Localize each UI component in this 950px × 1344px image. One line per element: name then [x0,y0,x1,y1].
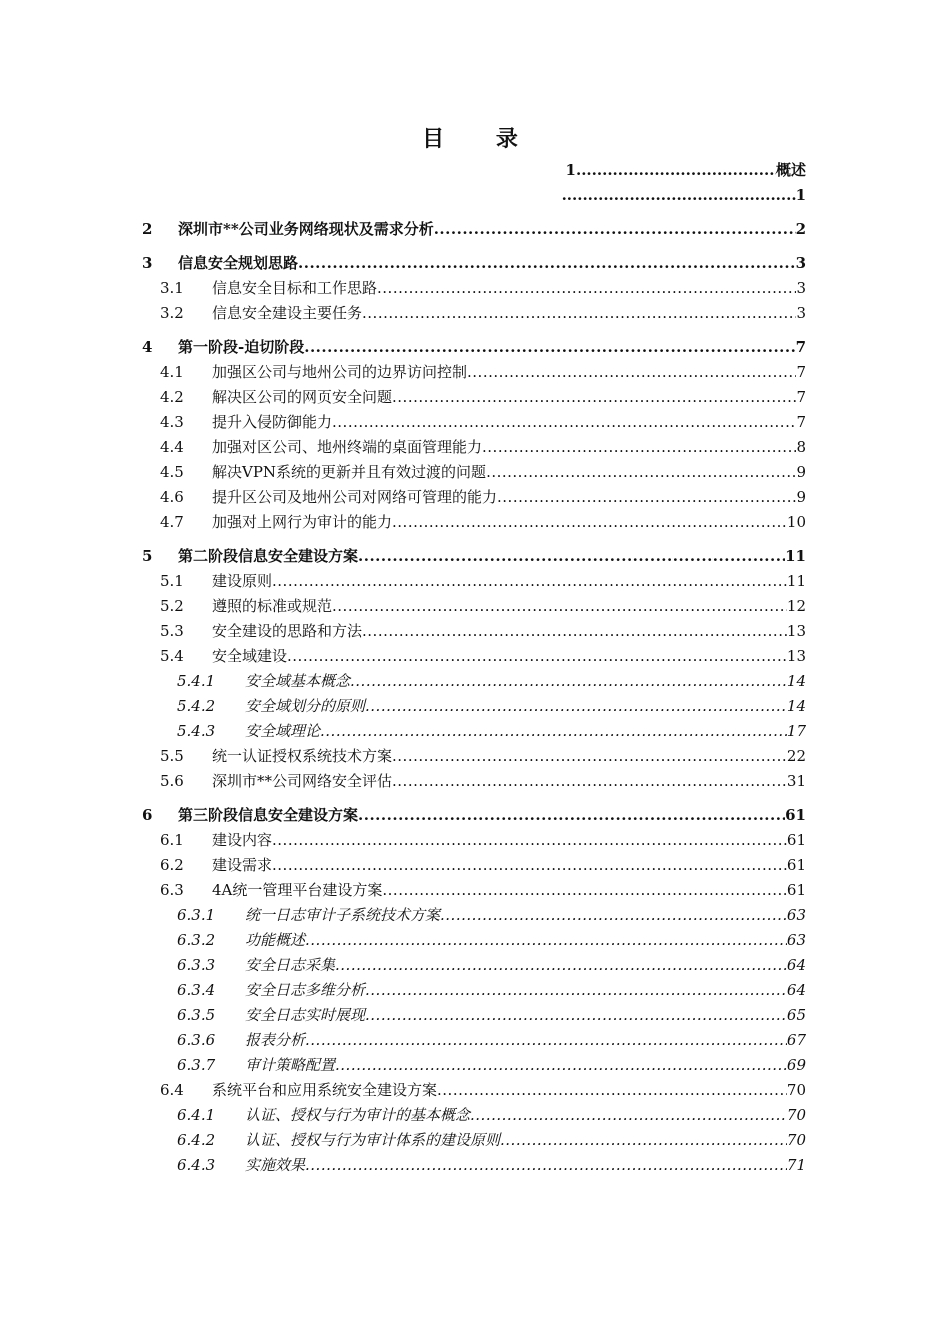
dot-leader [392,385,796,410]
toc-title: 目 录 [422,126,540,152]
dot-leader [392,769,787,794]
dot-leader [272,569,787,594]
toc-entry-label: 认证、授权与行为审计体系的建设原则 [245,1131,501,1149]
toc-entry-page: 7 [796,363,806,381]
toc-entry-label: 安全建设的思路和方法 [212,622,363,640]
toc-entry-label: 解决区公司的网页安全问题 [212,388,393,406]
toc-entry-page: 1 [795,186,806,204]
toc-entry[interactable] [142,276,806,301]
toc-entry-page: 2 [795,220,806,238]
dot-leader [305,928,787,953]
toc-entry-label: 4A统一管理平台建设方案 [212,881,383,899]
toc-entry[interactable] [142,251,806,276]
dot-leader [365,978,787,1003]
dot-leader [272,828,787,853]
toc-entry[interactable] [142,485,806,510]
dot-leader [272,853,787,878]
toc-entry[interactable] [142,978,806,1003]
dot-leader [362,619,787,644]
toc-entry-label: 建设需求 [212,856,273,874]
toc-entry-page: 13 [786,647,806,665]
dot-leader [358,544,785,569]
toc-entry-page: 3 [796,279,806,297]
toc-entry[interactable] [142,217,806,242]
toc-entry-label: 安全域建设 [212,647,288,665]
toc-entry-label: 提升入侵防御能力 [212,413,333,431]
dot-leader [440,903,787,928]
toc-entry-number: 1 [565,161,576,179]
dot-leader [500,1128,787,1153]
toc-entry-page: 70 [786,1081,806,1099]
toc-entry[interactable] [142,744,806,769]
dot-leader [470,1103,787,1128]
toc-entry-label: 加强区公司与地州公司的边界访问控制 [212,363,468,381]
toc-entry-page: 67 [786,1031,806,1049]
toc-entry-number: 5.1 [160,572,184,590]
toc-entry-number: 5.6 [160,772,184,790]
toc-entry[interactable] [142,1078,806,1103]
toc-entry-label: 认证、授权与行为审计的基本概念 [245,1106,471,1124]
dot-leader [335,1053,787,1078]
dot-leader [332,594,787,619]
toc-entry-label: 安全日志采集 [245,956,336,974]
toc-entry-number: 4.4 [160,438,184,456]
toc-entry-page: 3 [796,304,806,322]
dot-leader [305,1153,787,1178]
toc-entry-page: 7 [795,338,806,356]
toc-entry[interactable] [142,544,806,569]
toc-entry-page: 11 [785,547,806,565]
toc-entry[interactable] [142,335,806,360]
toc-entry-label: 概述 [775,161,806,179]
toc-entry-page: 22 [786,747,806,765]
toc-entry-number: 4.7 [160,513,184,531]
toc-entry-page: 14 [786,697,806,715]
dot-leader [298,251,796,276]
toc-entry-number: 6.3.3 [177,956,216,974]
toc-entry-label: 信息安全规划思路 [178,254,299,272]
toc-entry-number: 4.1 [160,363,184,381]
toc-entry-page: 13 [786,622,806,640]
toc-entry[interactable] [142,510,806,535]
toc-entry[interactable] [142,435,806,460]
toc-entry-label: 安全域理论 [245,722,321,740]
toc-entry-label: 提升区公司及地州公司对网络可管理的能力 [212,488,498,506]
toc-entry-label: 安全域划分的原则 [245,697,366,715]
toc-entry[interactable] [142,878,806,903]
toc-entry-label: 深圳市**公司业务网络现状及需求分析 [178,220,434,238]
toc-entry-number: 4.2 [160,388,184,406]
toc-entry-number: 5.3 [160,622,184,640]
toc-entry[interactable] [142,301,806,326]
toc-entry-number: 6.4.1 [177,1106,216,1124]
toc-entry-number: 5 [142,547,153,565]
toc-entry[interactable] [142,669,806,694]
dot-leader [362,301,796,326]
dot-leader [392,510,787,535]
toc-entry-page: 14 [786,672,806,690]
toc-entry-1-line-b[interactable] [142,183,806,208]
toc-entry[interactable] [142,853,806,878]
toc-entry[interactable] [142,569,806,594]
toc-entry-page: 17 [786,722,806,740]
toc-entry-page: 61 [786,856,806,874]
dot-leader [358,803,785,828]
toc-entry-number: 6 [142,806,153,824]
toc-entry-page: 61 [786,831,806,849]
toc-entry[interactable] [142,928,806,953]
toc-entry-page: 12 [786,597,806,615]
toc-entry[interactable] [142,619,806,644]
toc-entry-page: 10 [786,513,806,531]
toc-entry-page: 31 [786,772,806,790]
dot-leader [320,719,787,744]
toc-entry-number: 4.6 [160,488,184,506]
toc-entry[interactable] [142,594,806,619]
toc-entry-number: 4.5 [160,463,184,481]
toc-entry-number: 5.2 [160,597,184,615]
toc-entry[interactable] [142,1053,806,1078]
toc-entry-number: 6.3.2 [177,931,216,949]
toc-entry-number: 6.2 [160,856,184,874]
toc-entry-page: 9 [796,488,806,506]
toc-entry[interactable] [142,719,806,744]
toc-entry-label: 建设内容 [212,831,273,849]
toc-entry-number: 5.4.2 [177,697,216,715]
toc-entry-page: 70 [786,1131,806,1149]
toc-entry-1-line-a[interactable] [142,158,806,183]
toc-entry-page: 9 [796,463,806,481]
toc-entry[interactable] [142,828,806,853]
dot-leader [377,276,796,301]
toc-entry[interactable] [142,903,806,928]
dot-leader [350,669,787,694]
toc-entry-label: 报表分析 [245,1031,306,1049]
toc-entry[interactable] [142,1003,806,1028]
toc-entry[interactable] [142,410,806,435]
toc-entry-page: 71 [786,1156,806,1174]
toc-entry-number: 3 [142,254,153,272]
toc-entry-label: 统一日志审计子系统技术方案 [245,906,441,924]
toc-entry-label: 安全日志实时展现 [245,1006,366,1024]
toc-entry-number: 6.3.6 [177,1031,216,1049]
toc-entry[interactable] [142,953,806,978]
toc-entry[interactable] [142,803,806,828]
toc-entry-label: 第一阶段-迫切阶段 [178,338,305,356]
dot-leader [365,694,787,719]
toc-entry-label: 统一认证授权系统技术方案 [212,747,393,765]
dot-leader [335,953,787,978]
toc-entry-number: 6.3 [160,881,184,899]
toc-entry-page: 61 [785,806,806,824]
toc-entry-page: 64 [786,956,806,974]
toc-entry-page: 65 [786,1006,806,1024]
dot-leader [434,217,796,242]
dot-leader [576,158,776,183]
toc-entry-page: 63 [786,906,806,924]
toc-entry-page: 8 [796,438,806,456]
toc-entry-label: 深圳市**公司网络安全评估 [212,772,393,790]
toc-entry-label: 加强对区公司、地州终端的桌面管理能力 [212,438,483,456]
toc-entry-number: 3.1 [160,279,184,297]
toc-entry-label: 审计策略配置 [245,1056,336,1074]
dot-leader [287,644,787,669]
toc-entry[interactable] [142,385,806,410]
toc-entry-label: 系统平台和应用系统安全建设方案 [212,1081,438,1099]
toc-entry-number: 6.3.4 [177,981,216,999]
dot-leader [332,410,796,435]
toc-entry-number: 3.2 [160,304,184,322]
toc-entry-number: 4.3 [160,413,184,431]
toc-entry-label: 建设原则 [212,572,273,590]
toc-entry-page: 3 [795,254,806,272]
toc-entry[interactable] [142,460,806,485]
toc-entry[interactable] [142,1028,806,1053]
toc-entry-page: 7 [796,413,806,431]
dot-leader [304,335,795,360]
toc-entry-number: 6.3.5 [177,1006,216,1024]
toc-entry-label: 遵照的标准或规范 [212,597,333,615]
toc-entry[interactable] [142,1153,806,1178]
toc-entry-number: 2 [142,220,153,238]
toc-entry-page: 11 [786,572,806,590]
toc-entry-number: 6.1 [160,831,184,849]
dot-leader [392,744,787,769]
toc-entry-number: 5.4.1 [177,672,216,690]
toc-entry[interactable] [142,694,806,719]
toc-entry-number: 6.3.1 [177,906,216,924]
toc-entry-label: 解决VPN系统的更新并且有效过渡的问题 [212,463,487,481]
toc-entry[interactable] [142,1128,806,1153]
toc-entry-label: 安全日志多维分析 [245,981,366,999]
toc-entry-label: 功能概述 [245,931,306,949]
toc-entry-page: 70 [786,1106,806,1124]
table-of-contents [142,158,806,1178]
toc-entry[interactable] [142,769,806,794]
dot-leader [467,360,796,385]
toc-entry-number: 4 [142,338,153,356]
dot-leader [305,1028,787,1053]
dot-leader [497,485,796,510]
dot-leader [437,1078,787,1103]
toc-entry-page: 61 [786,881,806,899]
toc-entry-label: 实施效果 [245,1156,306,1174]
toc-entry[interactable] [142,360,806,385]
toc-entry[interactable] [142,1103,806,1128]
toc-entry-label: 安全域基本概念 [245,672,351,690]
toc-entry[interactable] [142,644,806,669]
toc-entry-number: 5.4.3 [177,722,216,740]
toc-entry-number: 6.4.2 [177,1131,216,1149]
toc-entry-label: 信息安全目标和工作思路 [212,279,378,297]
toc-entry-number: 6.3.7 [177,1056,216,1074]
toc-entry-label: 加强对上网行为审计的能力 [212,513,393,531]
toc-entry-page: 7 [796,388,806,406]
dot-leader [382,878,787,903]
dot-leader [482,435,796,460]
toc-entry-label: 第二阶段信息安全建设方案 [178,547,359,565]
toc-entry-number: 6.4 [160,1081,184,1099]
toc-entry-number: 6.4.3 [177,1156,216,1174]
dot-leader [562,183,796,208]
dot-leader [486,460,796,485]
toc-entry-label: 信息安全建设主要任务 [212,304,363,322]
toc-entry-label: 第三阶段信息安全建设方案 [178,806,359,824]
toc-entry-page: 64 [786,981,806,999]
dot-leader [365,1003,787,1028]
toc-entry-number: 5.4 [160,647,184,665]
toc-entry-page: 69 [786,1056,806,1074]
toc-entry-page: 63 [786,931,806,949]
toc-entry-number: 5.5 [160,747,184,765]
